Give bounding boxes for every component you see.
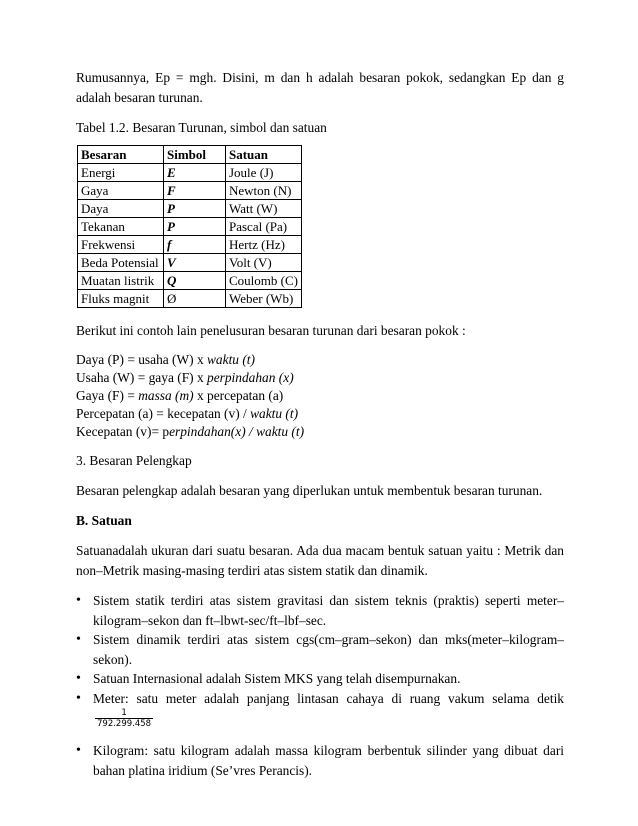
examples-intro: Berikut ini contoh lain penelusuran besaran turunan dari besaran pokok : xyxy=(76,323,466,338)
meter-fraction xyxy=(95,708,153,729)
fraction-denominator: 792.299.458 xyxy=(97,719,152,730)
cell-besaran: Beda Potensial xyxy=(78,254,164,272)
document-page xyxy=(76,68,564,780)
formula-list xyxy=(76,351,564,441)
cell-simbol: Ø xyxy=(164,290,226,308)
cell-simbol: P xyxy=(164,200,226,218)
formula-italic: waktu (t) xyxy=(207,352,255,367)
cell-satuan: Coulomb (C) xyxy=(226,272,302,290)
cell-simbol: F xyxy=(164,182,226,200)
cell-simbol: f xyxy=(164,236,226,254)
section-b-heading: B. Satuan xyxy=(76,513,132,528)
table-row xyxy=(78,290,302,308)
header-satuan: Satuan xyxy=(226,146,302,164)
formula-line xyxy=(76,405,564,423)
intro-paragraph: Rumusannya, Ep = mgh. Disini, m dan h adalah besaran pokok, sedangkan Ep dan g adalah besaran turunan. xyxy=(76,70,564,105)
fraction-numerator: 1 xyxy=(95,708,153,719)
list-item-kilogram: • Kilogram: satu kilogram adalah massa kilogram berbentuk silinder yang dibuat dari bahan platina iridium (Se’vres Perancis). xyxy=(76,741,564,780)
cell-simbol: P xyxy=(164,218,226,236)
formula-text: x percepatan (a) xyxy=(193,388,284,403)
section-3-heading: 3. Besaran Pelengkap xyxy=(76,453,192,468)
list-item: • Sistem statik terdiri atas sistem gravitasi dan sistem teknis (praktis) seperti meter–kilogram–sekon dan ft–lbwt-sec/ft–lbf–sec. xyxy=(76,591,564,630)
cell-satuan: Pascal (Pa) xyxy=(226,218,302,236)
table-row xyxy=(78,236,302,254)
cell-besaran: Gaya xyxy=(78,182,164,200)
formula-text: Usaha (W) = gaya (F) x xyxy=(76,370,207,385)
cell-satuan: Hertz (Hz) xyxy=(226,236,302,254)
cell-satuan: Joule (J) xyxy=(226,164,302,182)
formula-italic: massa (m) xyxy=(138,388,194,403)
cell-satuan: Newton (N) xyxy=(226,182,302,200)
cell-satuan: Weber (Wb) xyxy=(226,290,302,308)
list-item: • Sistem dinamik terdiri atas sistem cgs(cm–gram–sekon) dan mks(meter–kilogram–sekon). xyxy=(76,630,564,669)
formula-line xyxy=(76,387,564,405)
cell-satuan: Watt (W) xyxy=(226,200,302,218)
table-row xyxy=(78,182,302,200)
table-row xyxy=(78,218,302,236)
table-row xyxy=(78,272,302,290)
formula-italic: waktu (t) xyxy=(250,406,299,421)
formula-line xyxy=(76,369,564,387)
cell-simbol: V xyxy=(164,254,226,272)
cell-satuan: Volt (V) xyxy=(226,254,302,272)
cell-besaran: Frekwensi xyxy=(78,236,164,254)
formula-text: Kecepatan (v)= p xyxy=(76,424,170,439)
formula-line xyxy=(76,351,564,369)
formula-text: Daya (P) = usaha (W) x xyxy=(76,352,207,367)
table-header-row xyxy=(78,146,302,164)
cell-besaran: Tekanan xyxy=(78,218,164,236)
cell-besaran: Muatan listrik xyxy=(78,272,164,290)
header-besaran: Besaran xyxy=(78,146,164,164)
table-row xyxy=(78,164,302,182)
section-b-text: Satuanadalah ukuran dari suatu besaran. Ada dua macam bentuk satuan yaitu : Metrik dan non–Metrik masing-masing terdiri atas sistem statik dan dinamik. xyxy=(76,543,564,578)
table-row xyxy=(78,254,302,272)
meter-text: Meter: satu meter adalah panjang lintasan cahaya di ruang vakum selama detik xyxy=(93,690,564,706)
formula-text: Gaya (F) = xyxy=(76,388,139,403)
section-3-text: Besaran pelengkap adalah besaran yang diperlukan untuk membentuk besaran turunan. xyxy=(76,483,543,498)
formula-italic: erpindahan(x) / waktu (t) xyxy=(169,424,305,439)
list-item-meter xyxy=(76,689,564,730)
table-caption: Tabel 1.2. Besaran Turunan, simbol dan satuan xyxy=(76,120,327,135)
formula-italic: perpindahan (x) xyxy=(207,370,294,385)
formula-line xyxy=(76,423,564,441)
cell-besaran: Daya xyxy=(78,200,164,218)
unit-system-list xyxy=(76,591,564,780)
list-item: • Satuan Internasional adalah Sistem MKS yang telah disempurnakan. xyxy=(76,669,564,689)
cell-simbol: Q xyxy=(164,272,226,290)
cell-besaran: Fluks magnit xyxy=(78,290,164,308)
cell-simbol: E xyxy=(164,164,226,182)
formula-text: Percepatan (a) = kecepatan (v) / xyxy=(76,406,251,421)
cell-besaran: Energi xyxy=(78,164,164,182)
derived-quantities-table xyxy=(77,145,302,308)
table-row xyxy=(78,200,302,218)
header-simbol: Simbol xyxy=(164,146,226,164)
